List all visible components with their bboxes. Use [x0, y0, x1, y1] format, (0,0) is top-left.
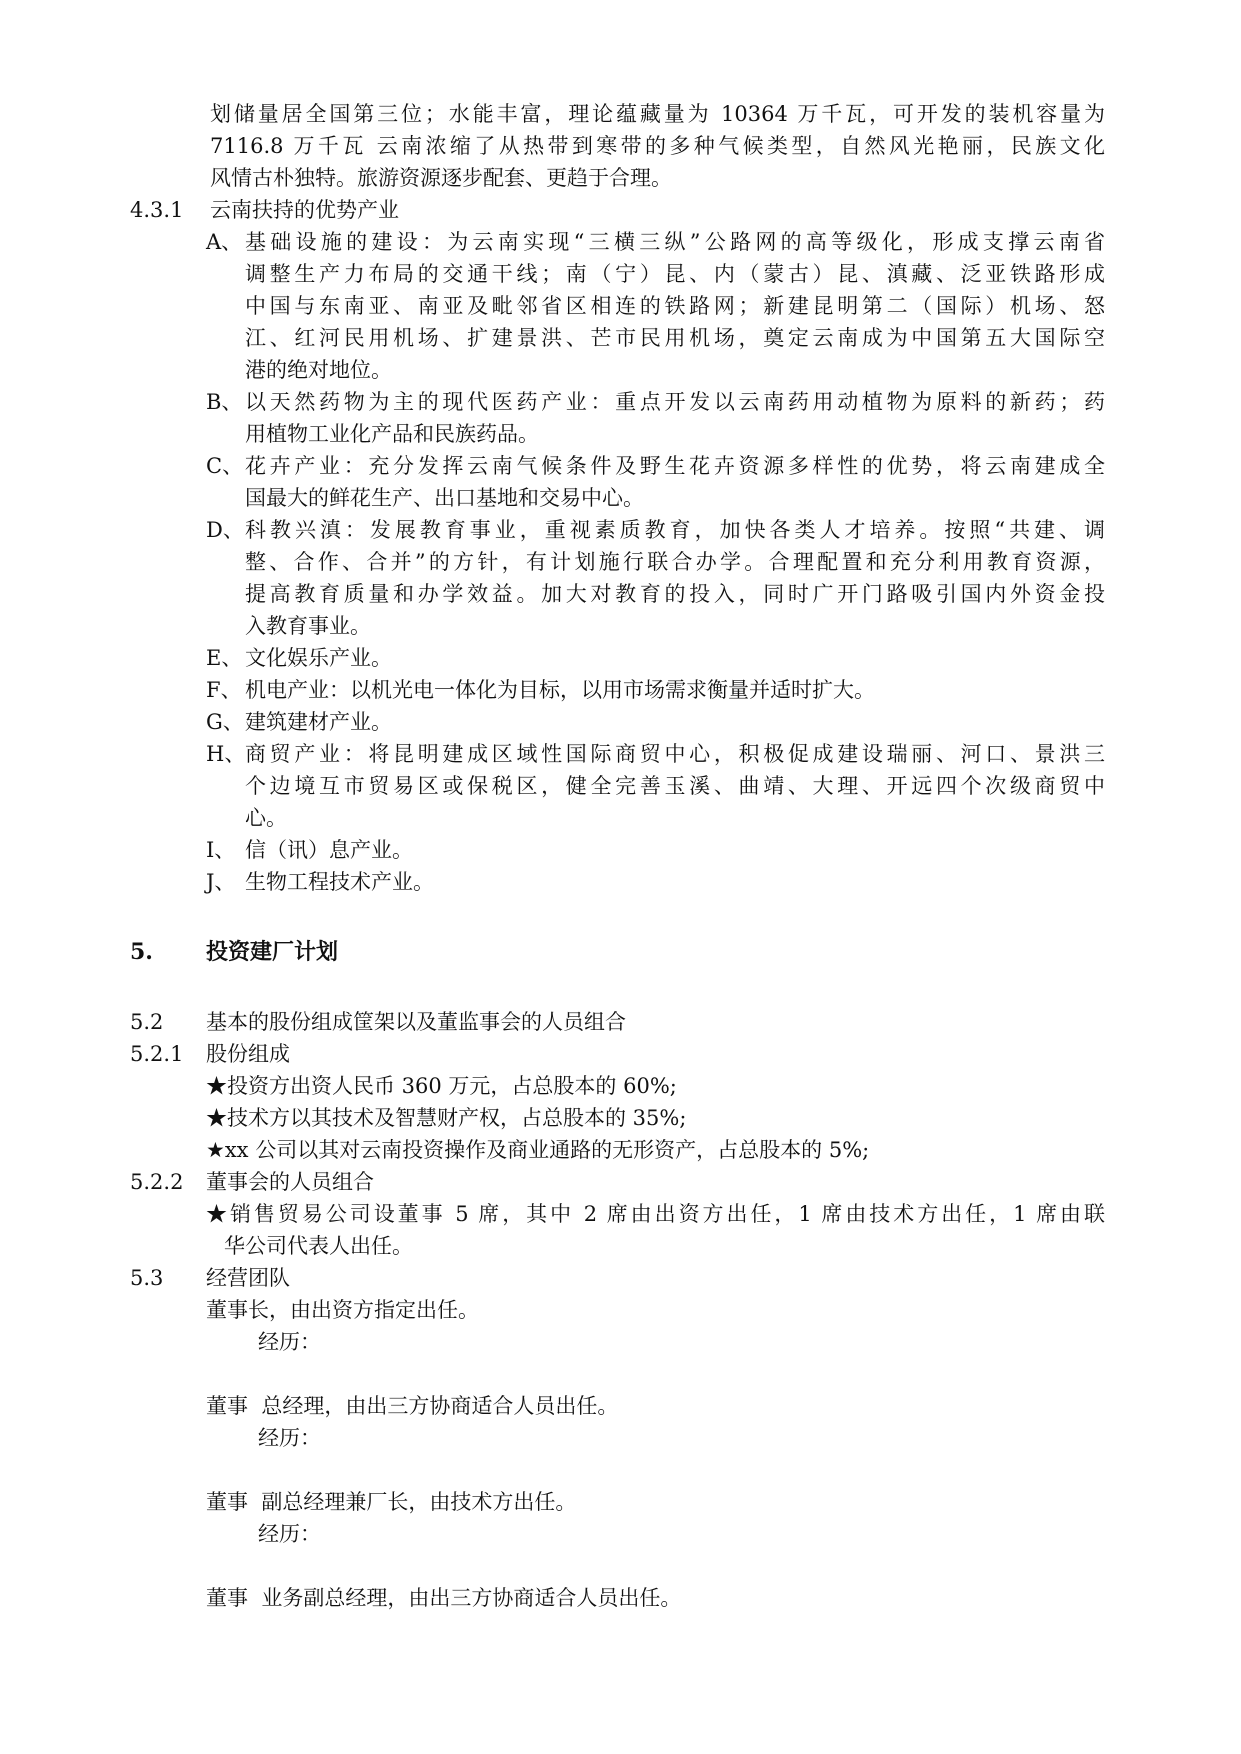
- item-e-marker: E、: [206, 646, 243, 670]
- intro-line-2: 7116.8 万千瓦 云南浓缩了从热带到寒带的多种气候类型，自然风光艳丽，民族文化: [210, 134, 1105, 158]
- section-5-3-title: 经营团队: [206, 1266, 290, 1290]
- item-d-marker: D、: [206, 518, 244, 542]
- item-c-line-1: 花卉产业：充分发挥云南气候条件及野生花卉资源多样性的优势，将云南建成全: [245, 454, 1105, 478]
- item-f-line-1: 机电产业：以机光电一体化为目标，以用市场需求衡量并适时扩大。: [245, 678, 875, 702]
- section-5-2-1-number: 5.2.1: [130, 1042, 184, 1066]
- item-j-marker: J、: [206, 870, 236, 894]
- item-a-line-4: 江、红河民用机场、扩建景洪、芒市民用机场，奠定云南成为中国第五大国际空: [245, 326, 1105, 350]
- item-h-line-3: 心。: [245, 806, 287, 830]
- item-b-line-2: 用植物工业化产品和民族药品。: [245, 422, 539, 446]
- item-g-marker: G、: [206, 710, 244, 734]
- shares-bullet-3: ★xx 公司以其对云南投资操作及商业通路的无形资产，占总股本的 5%;: [206, 1138, 870, 1162]
- team-member-1-experience: 经历：: [258, 1330, 321, 1354]
- item-i-marker: I、: [206, 838, 236, 862]
- section-5-2-2-number: 5.2.2: [130, 1170, 184, 1194]
- board-bullet-line-2: 华公司代表人出任。: [224, 1234, 413, 1258]
- item-h-line-2: 个边境互市贸易区或保税区，健全完善玉溪、曲靖、大理、开远四个次级商贸中: [245, 774, 1105, 798]
- section-5-3-number: 5.3: [130, 1266, 164, 1290]
- intro-line-3: 风情古朴独特。旅游资源逐步配套、更趋于合理。: [210, 166, 672, 190]
- item-h-marker: H、: [206, 742, 246, 766]
- item-a-marker: A、: [206, 230, 243, 254]
- item-g-line-1: 建筑建材产业。: [245, 710, 392, 734]
- shares-bullet-1: ★投资方出资人民币 360 万元，占总股本的 60%;: [206, 1074, 677, 1098]
- section-5-2-1-title: 股份组成: [206, 1042, 290, 1066]
- item-j-line-1: 生物工程技术产业。: [245, 870, 434, 894]
- item-i-line-1: 信（讯）息产业。: [245, 838, 413, 862]
- item-d-line-4: 入教育事业。: [245, 614, 371, 638]
- section-5-number: 5.: [130, 939, 153, 965]
- item-c-marker: C、: [206, 454, 244, 478]
- item-e-line-1: 文化娱乐产业。: [245, 646, 392, 670]
- team-member-2-experience: 经历：: [258, 1426, 321, 1450]
- team-member-1-role: 董事长，由出资方指定出任。: [206, 1298, 479, 1322]
- section-5-title: 投资建厂计划: [206, 939, 339, 965]
- shares-bullet-2: ★技术方以其技术及智慧财产权，占总股本的 35%;: [206, 1106, 687, 1130]
- section-5-2-2-title: 董事会的人员组合: [206, 1170, 374, 1194]
- item-d-line-3: 提高教育质量和办学效益。加大对教育的投入，同时广开门路吸引国内外资金投: [245, 582, 1105, 606]
- item-c-line-2: 国最大的鲜花生产、出口基地和交易中心。: [245, 486, 644, 510]
- item-b-marker: B、: [206, 390, 243, 414]
- team-member-4-role: 董事 业务副总经理，由出三方协商适合人员出任。: [206, 1586, 682, 1610]
- item-d-line-2: 整、合作、合并”的方针，有计划施行联合办学。合理配置和充分利用教育资源，: [245, 550, 1105, 574]
- item-b-line-1: 以天然药物为主的现代医药产业：重点开发以云南药用动植物为原料的新药；药: [245, 390, 1105, 414]
- team-member-3-role: 董事 副总经理兼厂长，由技术方出任。: [206, 1490, 577, 1514]
- section-4-3-1-title: 云南扶持的优势产业: [210, 198, 399, 222]
- item-d-line-1: 科教兴滇：发展教育事业，重视素质教育，加快各类人才培养。按照“共建、调: [245, 518, 1105, 542]
- section-5-2-title: 基本的股份组成筐架以及董监事会的人员组合: [206, 1010, 626, 1034]
- item-f-marker: F、: [206, 678, 242, 702]
- item-h-line-1: 商贸产业：将昆明建成区域性国际商贸中心，积极促成建设瑞丽、河口、景洪三: [245, 742, 1105, 766]
- section-4-3-1-number: 4.3.1: [130, 198, 184, 222]
- team-member-3-experience: 经历：: [258, 1522, 321, 1546]
- board-bullet-line-1: ★销售贸易公司设董事 5 席，其中 2 席由出资方出任，1 席由技术方出任，1 席由联: [206, 1202, 1105, 1226]
- intro-line-1: 划储量居全国第三位；水能丰富，理论蕴藏量为 10364 万千瓦，可开发的装机容量为: [210, 102, 1105, 126]
- section-5-2-number: 5.2: [130, 1010, 164, 1034]
- team-member-2-role: 董事 总经理，由出三方协商适合人员出任。: [206, 1394, 619, 1418]
- item-a-line-5: 港的绝对地位。: [245, 358, 392, 382]
- item-a-line-2: 调整生产力布局的交通干线；南（宁）昆、内（蒙古）昆、滇藏、泛亚铁路形成: [245, 262, 1105, 286]
- item-a-line-1: 基础设施的建设：为云南实现“三横三纵”公路网的高等级化，形成支撑云南省: [245, 230, 1105, 254]
- item-a-line-3: 中国与东南亚、南亚及毗邻省区相连的铁路网；新建昆明第二（国际）机场、怒: [245, 294, 1105, 318]
